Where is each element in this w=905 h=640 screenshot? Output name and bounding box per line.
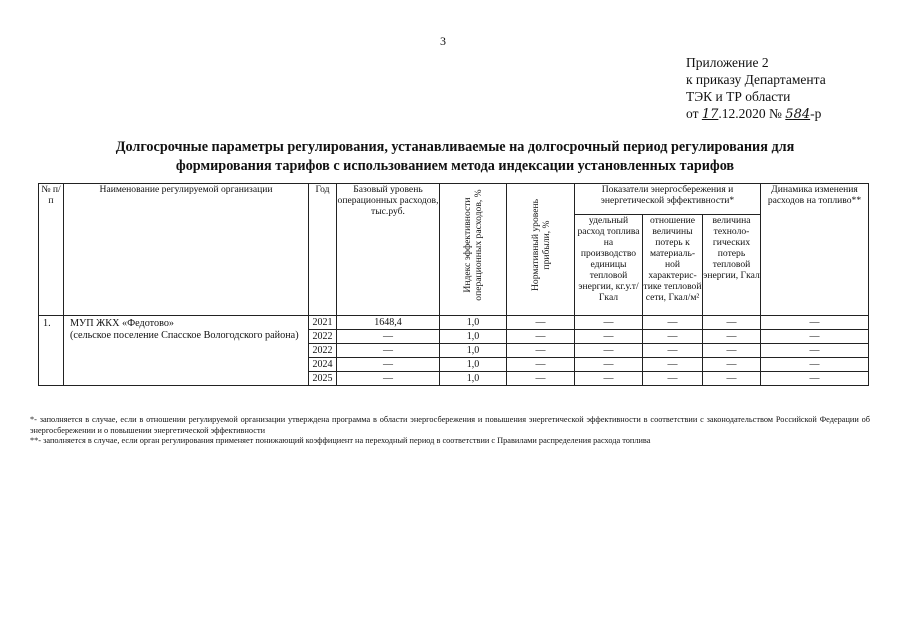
- row-number: 1.: [39, 316, 64, 386]
- cell-dynamics: —: [761, 372, 869, 386]
- cell-loss: —: [703, 372, 761, 386]
- organization-name: МУП ЖКХ «Федотово»: [70, 318, 175, 329]
- cell-dynamics: —: [761, 344, 869, 358]
- cell-base: —: [337, 344, 440, 358]
- header-fuel-consumption: удельный расход топлива на производство единицы тепловой энергии, кг.у.т/Гкал: [575, 215, 643, 316]
- cell-base: —: [337, 358, 440, 372]
- organization-note: (сельское поселение Спасское Вологодского района): [70, 330, 299, 341]
- cell-loss: —: [703, 330, 761, 344]
- cell-loss: —: [703, 344, 761, 358]
- cell-base: —: [337, 330, 440, 344]
- appendix-header: [686, 54, 826, 123]
- cell-fuel: —: [575, 358, 643, 372]
- header-efficiency-index: [440, 184, 507, 316]
- appendix-line-3: ТЭК и ТР области: [686, 89, 791, 104]
- table-row: [39, 316, 869, 330]
- header-profit-level-text: Нормативный уровень прибыли, %: [529, 199, 552, 291]
- header-base-level: Базовый уровень операционных расходов, тыс.руб.: [337, 184, 440, 316]
- header-loss-ratio: отношение величины потерь к материаль-ной характерис-тике тепловой сети, Гкал/м²: [643, 215, 703, 316]
- cell-loss-ratio: —: [643, 330, 703, 344]
- header-profit-level: [507, 184, 575, 316]
- header-row-1: [39, 184, 869, 215]
- cell-year: 2021: [309, 316, 337, 330]
- cell-loss: —: [703, 358, 761, 372]
- header-year: Год: [309, 184, 337, 316]
- header-tech-losses: величина техноло-гических потерь тепловой энергии, Гкал: [703, 215, 761, 316]
- order-suffix: -р: [810, 106, 822, 121]
- cell-loss-ratio: —: [643, 358, 703, 372]
- document-title: [40, 138, 870, 176]
- cell-loss: —: [703, 316, 761, 330]
- cell-profit: —: [507, 316, 575, 330]
- cell-dynamics: —: [761, 316, 869, 330]
- appendix-line-1: Приложение 2: [686, 55, 769, 70]
- cell-year: 2022: [309, 330, 337, 344]
- title-line-2: формирования тарифов с использованием метода индексации установленных тарифов: [175, 158, 735, 174]
- cell-fuel: —: [575, 372, 643, 386]
- cell-year: 2022: [309, 344, 337, 358]
- cell-index: 1,0: [440, 372, 507, 386]
- header-efficiency-index-text: Индекс эффективности операционных расходов, %: [462, 189, 484, 301]
- cell-index: 1,0: [440, 344, 507, 358]
- cell-dynamics: —: [761, 358, 869, 372]
- organization-cell: [64, 316, 309, 386]
- footnote-1: *- заполняется в случае, если в отношении регулируемой организации утверждена программа в области энергосбережения и повышения энергетической эффективности в соответствии с законодательством Российской Федерации об энергосбережении и о повышении энергетической эффективности: [30, 415, 870, 435]
- cell-index: 1,0: [440, 358, 507, 372]
- cell-profit: —: [507, 344, 575, 358]
- cell-profit: —: [507, 358, 575, 372]
- cell-profit: —: [507, 372, 575, 386]
- cell-base: 1648,4: [337, 316, 440, 330]
- page-number: 3: [440, 34, 446, 48]
- cell-profit: —: [507, 330, 575, 344]
- header-no: № п/п: [39, 184, 64, 316]
- header-fuel-dynamics: Динамика изменения расходов на топливо**: [761, 184, 869, 316]
- footnote-2: **- заполняется в случае, если орган регулирования применяет понижающий коэффициент на переходный период в соответствии с Правилами распределения расхода топлива: [30, 436, 651, 445]
- cell-dynamics: —: [761, 330, 869, 344]
- cell-base: —: [337, 372, 440, 386]
- date-rest: .12.2020 №: [718, 106, 786, 121]
- cell-loss-ratio: —: [643, 372, 703, 386]
- cell-year: 2024: [309, 358, 337, 372]
- handwritten-order-number: 584: [785, 107, 811, 122]
- cell-loss-ratio: —: [643, 344, 703, 358]
- parameters-table: [38, 183, 869, 386]
- cell-index: 1,0: [440, 316, 507, 330]
- cell-loss-ratio: —: [643, 316, 703, 330]
- cell-year: 2025: [309, 372, 337, 386]
- header-org: Наименование регулируемой организации: [64, 184, 309, 316]
- title-line-1: Долгосрочные параметры регулирования, устанавливаемые на долгосрочный период регулирования для: [115, 139, 795, 155]
- footnotes: [30, 415, 870, 447]
- cell-fuel: —: [575, 344, 643, 358]
- header-indicators: Показатели энергосбережения и энергетической эффективности*: [575, 184, 761, 215]
- date-prefix: от: [686, 106, 702, 121]
- appendix-date-line: [686, 105, 826, 123]
- appendix-line-2: к приказу Департамента: [686, 72, 826, 87]
- cell-index: 1,0: [440, 330, 507, 344]
- cell-fuel: —: [575, 330, 643, 344]
- cell-fuel: —: [575, 316, 643, 330]
- handwritten-day: 17: [701, 107, 719, 122]
